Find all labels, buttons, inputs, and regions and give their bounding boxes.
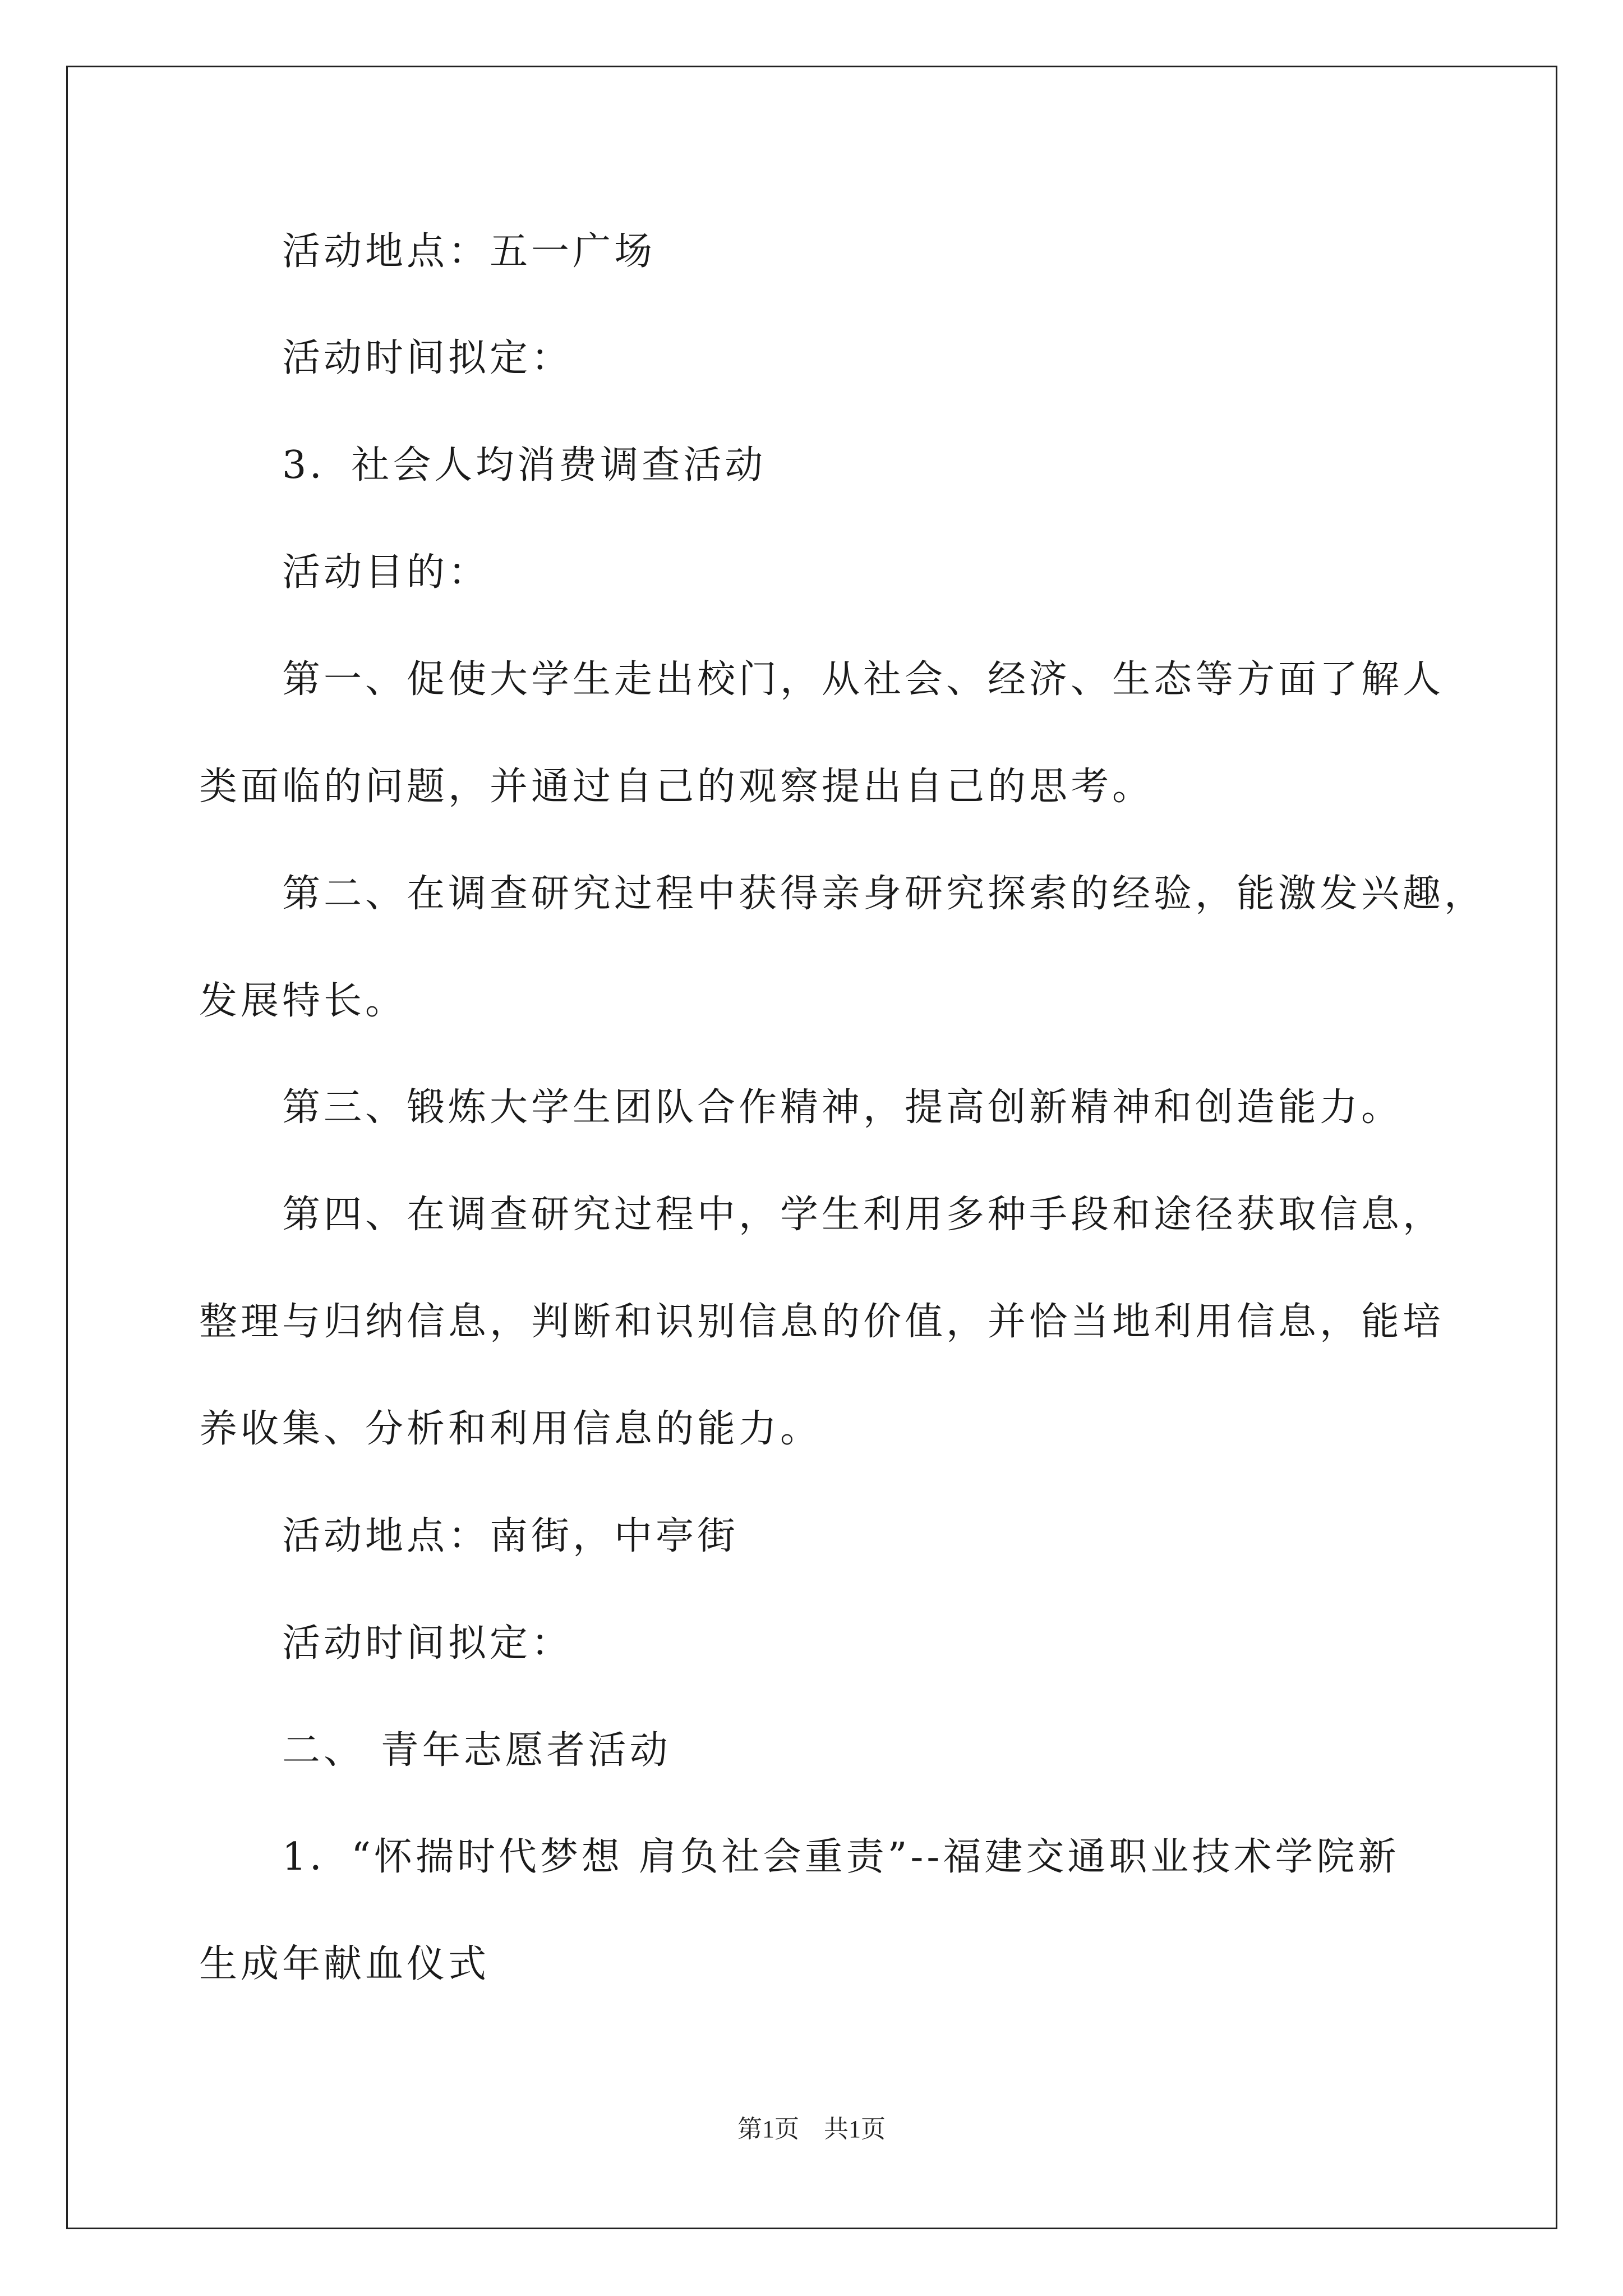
text-line: 发展特长。: [199, 979, 407, 1023]
text-line: 活动地点：南街，中亭街: [282, 1514, 739, 1558]
text-line: 1．“怀揣时代梦想 肩负社会重责”--福建交通职业技术学院新: [282, 1835, 1400, 1879]
text-line: 第二、在调查研究过程中获得亲身研究探索的经验，能激发兴趣，: [282, 872, 1486, 916]
text-line: 生成年献血仪式: [199, 1942, 490, 1986]
text-line: 活动地点：五一广场: [282, 229, 656, 274]
text-line: 整理与归纳信息，判断和识别信息的价值，并恰当地利用信息，能培: [199, 1300, 1445, 1344]
page-border: [66, 66, 1557, 2229]
text-line: 活动目的：: [282, 550, 490, 595]
text-line: 类面临的问题，并通过自己的观察提出自己的思考。: [199, 765, 1154, 809]
text-line: 养收集、分析和利用信息的能力。: [199, 1407, 822, 1451]
text-line: 二、 青年志愿者活动: [282, 1728, 671, 1773]
text-line: 活动时间拟定：: [282, 1621, 573, 1665]
text-line: 第一、促使大学生走出校门，从社会、经济、生态等方面了解人: [282, 657, 1445, 702]
text-line: 3．社会人均消费调查活动: [282, 443, 767, 487]
page-footer: 第1页 共1页: [737, 2115, 886, 2143]
text-line: 第三、锻炼大学生团队合作精神，提高创新精神和创造能力。: [282, 1085, 1403, 1130]
text-line: 第四、在调查研究过程中，学生利用多种手段和途径获取信息，: [282, 1193, 1445, 1237]
text-line: 活动时间拟定：: [282, 336, 573, 380]
